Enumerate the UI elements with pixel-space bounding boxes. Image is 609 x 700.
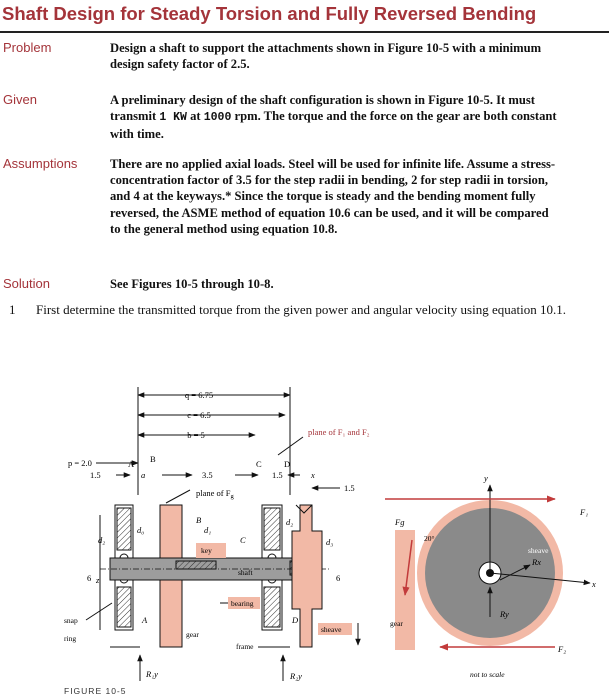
dim-z-label: z (96, 575, 100, 585)
assumptions-text (110, 156, 558, 237)
label-d1: d₁ (204, 525, 212, 535)
dim-b-label: b = 5 (187, 430, 205, 440)
given-text-a: A preliminary design of the shaft configuration is shown in Figure 10-5. It must transmit (110, 93, 535, 124)
left-bearing-bottom (117, 587, 131, 627)
given-paragraph (110, 92, 558, 143)
plane-fg-label (196, 488, 234, 500)
label-frame: frame (236, 642, 254, 651)
label-gear: gear (186, 630, 199, 639)
label-d3: d₃ (326, 537, 334, 547)
keyway-left (176, 561, 216, 569)
figure-10-5 (0, 355, 609, 695)
dim-a-label: a (141, 470, 146, 480)
label-fg: Fg (395, 517, 405, 527)
label-d2-right: d₂ (286, 517, 294, 527)
given-speed: 1000 (203, 111, 232, 125)
dim-c-label: c = 6.5 (187, 410, 211, 420)
label-sheave-right: sheave (528, 546, 549, 555)
assumptions-label: Assumptions (3, 156, 78, 171)
axis-y-label: y (484, 473, 488, 483)
dim-q-label: q = 6.75 (184, 390, 214, 400)
label-d2-left: d₂ (98, 535, 106, 545)
step-1-number: 1 (9, 302, 16, 317)
step-1-text: First determine the transmitted torque from the given power and angular velocity using equation 10.1. (36, 302, 566, 317)
snap-leader (86, 603, 112, 620)
point-b2: B (196, 515, 202, 525)
point-d2: D (292, 615, 299, 625)
solution-paragraph: See Figures 10-5 through 10-8. (110, 277, 274, 291)
dim-p-label: p = 2.0 (68, 458, 92, 468)
dim-6-left-label: 6 (87, 573, 92, 583)
page-title: Shaft Design for Steady Torsion and Fully Reversed Bending (2, 3, 537, 24)
label-ring: ring (64, 634, 77, 643)
label-key: key (201, 546, 212, 555)
label-sheave: sheave (321, 625, 342, 634)
right-bearing-top (264, 508, 280, 550)
dim-far15-label: 1.5 (344, 483, 355, 493)
axis-x-label: x (592, 579, 596, 589)
problem-text (110, 40, 558, 72)
label-gear-right: gear (390, 619, 403, 628)
solution-text (110, 276, 558, 292)
given-text-b: at (190, 109, 201, 124)
label-d0: d₀ (137, 525, 145, 535)
sheave-body (292, 505, 322, 647)
label-rx: Rx (532, 557, 541, 567)
label-f1: F₁ (580, 507, 589, 517)
label-bearing: bearing (231, 599, 254, 608)
label-ry: Ry (500, 609, 509, 619)
point-d: D (284, 459, 291, 469)
problem-label: Problem (3, 40, 52, 55)
dim-right15-label: 1.5 (272, 470, 283, 480)
point-c: C (256, 459, 262, 469)
given-text (110, 92, 558, 143)
right-bearing-bottom (264, 587, 280, 627)
given-power: 1 KW (159, 111, 187, 125)
given-label: Given (3, 92, 37, 107)
problem-paragraph: Design a shaft to support the attachments shown in Figure 10-5 with a minimum design safety factor of 2.5. (110, 41, 542, 72)
point-b: B (150, 454, 156, 464)
label-r1y: R₁y (146, 669, 158, 679)
label-20deg: 20° (424, 534, 435, 543)
plane-fg-sub: g (230, 493, 234, 500)
plane-fg-text: plane of F (196, 488, 231, 498)
label-not-to-scale: not to scale (470, 670, 505, 679)
point-c2: C (240, 535, 246, 545)
point-a2: A (142, 615, 148, 625)
label-r2y: R₂y (290, 671, 302, 681)
figure-caption: FIGURE 10-5 (64, 686, 127, 696)
dim-left15-label: 1.5 (90, 470, 101, 480)
dim-6-right-label: 6 (336, 573, 341, 583)
plane-f1f2-label: plane of F₁ and F₂ (308, 427, 370, 437)
left-bearing-top (117, 508, 131, 550)
point-a: A (128, 459, 135, 469)
title-rule (0, 31, 609, 33)
label-snap: snap (64, 616, 78, 625)
dim-x-label: x (311, 470, 315, 480)
given-text-c: rpm. The torque and the force on the gear are both constant with time. (110, 109, 557, 142)
plane-fg-leader (166, 490, 190, 503)
dim-mid35-label: 3.5 (202, 470, 213, 480)
label-f2: F₂ (558, 644, 567, 654)
assumptions-paragraph: There are no applied axial loads. Steel will be used for infinite life. Assume a stress-concentration factor of 3.5 for the step radii in bending, 2 for step radii in torsion, and 4 at the keyways.* Since the torque is steady and the bending moment fully reversed, the ASME method of equation 10.6 can be used, and it will be compared to the general method using equation 10.8. (110, 157, 556, 236)
solution-label: Solution (3, 276, 50, 291)
label-shaft: shaft (238, 568, 253, 577)
